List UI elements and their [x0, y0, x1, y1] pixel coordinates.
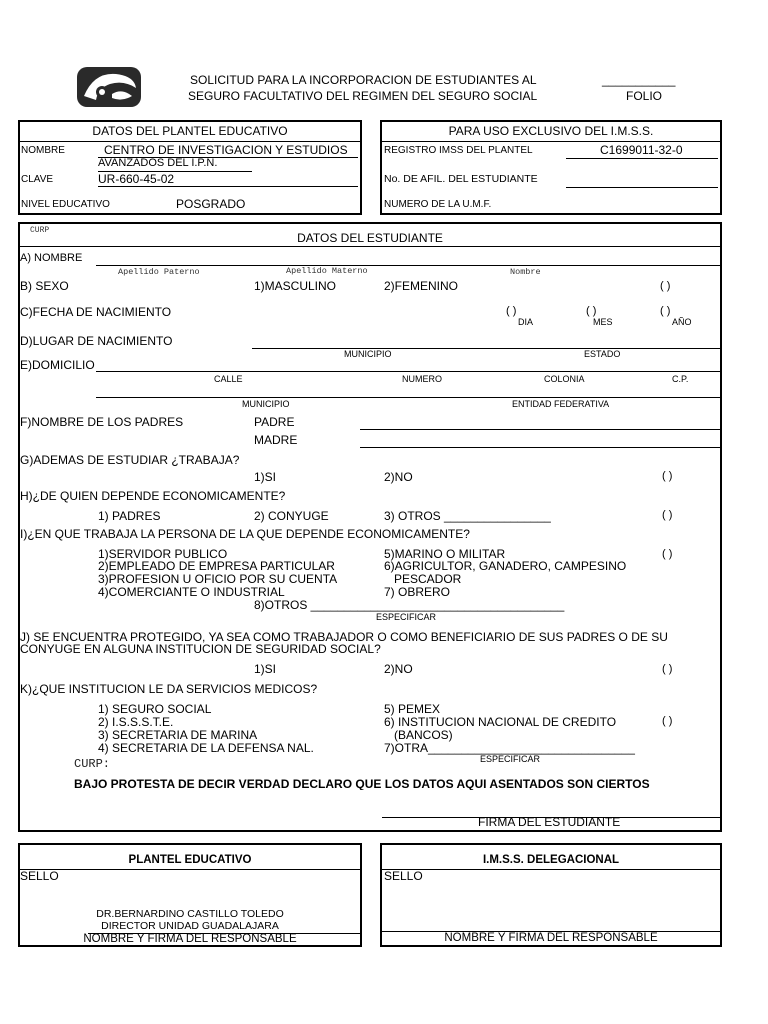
imss-sello-heading: I.M.S.S. DELEGACIONAL — [482, 854, 620, 866]
colonia-sub: COLONIA — [544, 374, 585, 384]
h-opt-padres[interactable]: 1) PADRES — [98, 509, 161, 523]
h-depende-label: H)¿DE QUIEN DEPENDE ECONOMICAMENTE? — [20, 489, 286, 503]
i-trabajo-label: I)¿EN QUE TRABAJA LA PERSONA DE LA QUE DEPENDE ECONOMICAMENTE? — [20, 527, 470, 541]
k-opt1[interactable]: 1) SEGURO SOCIAL — [98, 702, 212, 716]
k-opt5[interactable]: 5) PEMEX — [384, 702, 441, 716]
j-si[interactable]: 1)SI — [254, 662, 277, 676]
calle-sub: CALLE — [214, 374, 243, 384]
plantel-nombre-firma: NOMBRE Y FIRMA DEL RESPONSABLE — [83, 933, 297, 945]
folio-blank[interactable]: ___________ — [602, 73, 676, 87]
e-domicilio-label: E)DOMICILIO — [20, 358, 95, 372]
form-title-line1: SOLICITUD PARA LA INCORPORACION DE ESTUDIANTES AL — [190, 73, 537, 87]
clave-label: CLAVE — [21, 174, 54, 185]
d-lugar-label: D)LUGAR DE NACIMIENTO — [20, 334, 173, 348]
umf-label: NUMERO DE LA U.M.F. — [384, 199, 492, 210]
afil-label: No. DE AFIL. DEL ESTUDIANTE — [384, 173, 538, 185]
g-no[interactable]: 2)NO — [384, 470, 413, 484]
i-answer-box[interactable]: ( ) — [662, 548, 673, 560]
imss-nombre-firma: NOMBRE Y FIRMA DEL RESPONSABLE — [444, 932, 658, 944]
g-si[interactable]: 1)SI — [254, 470, 277, 484]
i-opt7[interactable]: 7) OBRERO — [384, 585, 451, 599]
h-opt-conyuge[interactable]: 2) CONYUGE — [254, 509, 329, 523]
curp-top-label: CURP — [30, 226, 50, 235]
padre-label: PADRE — [254, 415, 295, 429]
sexo-femenino[interactable]: 2)FEMENINO — [384, 279, 459, 293]
k-opt3[interactable]: 3) SECRETARIA DE MARINA — [98, 728, 258, 742]
declaration-text: BAJO PROTESTA DE DECIR VERDAD DECLARO QUE LOS DATOS AQUI ASENTADOS SON CIERTOS — [74, 778, 650, 790]
h-answer-box[interactable]: ( ) — [662, 509, 673, 521]
director-name: DR.BERNARDINO CASTILLO TOLEDO — [96, 908, 284, 920]
j-protegido-label-2: CONYUGE EN ALGUNA INSTITUCION DE SEGURIDAD SOCIAL? — [20, 642, 381, 656]
nombre-sub: Nombre — [510, 267, 541, 277]
form-title-line2: SEGURO FACULTATIVO DEL REGIMEN DEL SEGURO SOCIAL — [188, 89, 538, 103]
k-opt4[interactable]: 4) SECRETARIA DE LA DEFENSA NAL. — [98, 741, 314, 755]
domicilio-field-1[interactable] — [96, 371, 720, 372]
nombre-label: NOMBRE — [21, 145, 65, 156]
k-institucion-label: K)¿QUE INSTITUCION LE DA SERVICIOS MEDICOS? — [20, 682, 318, 696]
h-opt-otros[interactable]: 3) OTROS ________________ — [384, 509, 551, 523]
madre-label: MADRE — [254, 433, 298, 447]
c-fecha-label: C)FECHA DE NACIMIENTO — [20, 305, 172, 319]
student-heading: DATOS DEL ESTUDIANTE — [297, 231, 443, 245]
nivel-value[interactable]: POSGRADO — [176, 197, 246, 211]
k-answer-box[interactable]: ( ) — [662, 715, 673, 727]
j-no[interactable]: 2)NO — [384, 662, 413, 676]
b-sexo-label: B) SEXO — [20, 279, 69, 293]
i-opt3[interactable]: 3)PROFESION U OFICIO POR SU CUENTA — [98, 572, 338, 586]
i-opt1[interactable]: 1)SERVIDOR PUBLICO — [98, 547, 228, 561]
g-trabaja-label: G)ADEMAS DE ESTUDIAR ¿TRABAJA? — [20, 453, 240, 467]
i-opt2[interactable]: 2)EMPLEADO DE EMPRESA PARTICULAR — [98, 559, 335, 573]
imss-sello-label: SELLO — [384, 869, 423, 883]
sexo-answer-box[interactable]: ( ) — [660, 280, 671, 292]
ano-box[interactable]: ( ) — [660, 305, 671, 317]
f-padres-label: F)NOMBRE DE LOS PADRES — [20, 415, 184, 429]
mes-sub: MES — [593, 317, 613, 327]
k-opt2[interactable]: 2) I.S.S.S.T.E. — [98, 715, 174, 729]
g-answer-box[interactable]: ( ) — [662, 470, 673, 482]
registro-label: REGISTRO IMSS DEL PLANTEL — [384, 145, 533, 156]
imss-use-heading: PARA USO EXCLUSIVO DEL I.M.S.S. — [448, 124, 654, 138]
clave-value[interactable]: UR-660-45-02 — [98, 172, 175, 186]
imss-logo — [76, 66, 142, 108]
madre-field[interactable] — [360, 447, 720, 448]
j-answer-box[interactable]: ( ) — [662, 663, 673, 675]
i-opt8[interactable]: 8)OTROS ______________________________________ — [254, 598, 565, 612]
dia-sub: DIA — [518, 317, 534, 327]
mes-box[interactable]: ( ) — [586, 305, 597, 317]
apellido-paterno-sub: Apellido Paterno — [118, 267, 200, 277]
apellido-materno-sub: Apellido Materno — [286, 266, 368, 276]
municipio-sub-1: MUNICIPIO — [344, 349, 392, 359]
sexo-masculino[interactable]: 1)MASCULINO — [254, 279, 337, 293]
nombre-field[interactable] — [96, 265, 720, 266]
cp-sub: C.P. — [672, 374, 689, 384]
firma-label: FIRMA DEL ESTUDIANTE — [478, 815, 621, 829]
a-nombre-label: A) NOMBRE — [20, 252, 83, 264]
k-opt6-cont: (BANCOS) — [394, 728, 453, 742]
i-opt5[interactable]: 5)MARINO O MILITAR — [384, 547, 506, 561]
k-especificar: ESPECIFICAR — [480, 754, 541, 764]
afil-field[interactable] — [566, 187, 718, 188]
i-opt6-cont: PESCADOR — [394, 572, 462, 586]
i-opt4[interactable]: 4)COMERCIANTE O INDUSTRIAL — [98, 585, 285, 599]
dia-box[interactable]: ( ) — [506, 305, 517, 317]
entidad-sub: ENTIDAD FEDERATIVA — [512, 399, 610, 409]
k-opt7[interactable]: 7)OTRA_______________________________ — [384, 741, 635, 755]
plantel-sello-label: SELLO — [20, 869, 59, 883]
plantel-heading: DATOS DEL PLANTEL EDUCATIVO — [92, 124, 288, 138]
j-protegido-label-1: J) SE ENCUENTRA PROTEGIDO, YA SEA COMO TRABAJADOR O COMO BENEFICIARIO DE SUS PADRES O DE SU — [20, 630, 668, 644]
nombre-value-2[interactable]: AVANZADOS DEL I.P.N. — [98, 157, 218, 169]
domicilio-field-2[interactable] — [96, 397, 720, 398]
plantel-sello-heading: PLANTEL EDUCATIVO — [128, 854, 252, 866]
ano-sub: AÑO — [672, 317, 692, 327]
k-opt6[interactable]: 6) INSTITUCION NACIONAL DE CREDITO — [384, 715, 617, 729]
i-especificar: ESPECIFICAR — [376, 612, 437, 622]
director-title: DIRECTOR UNIDAD GUADALAJARA — [101, 920, 279, 932]
nombre-value-1[interactable]: CENTRO DE INVESTIGACION Y ESTUDIOS — [104, 143, 348, 157]
padre-field[interactable] — [360, 429, 720, 430]
municipio-sub-2: MUNICIPIO — [242, 399, 290, 409]
nivel-label: NIVEL EDUCATIVO — [21, 199, 110, 210]
i-opt6[interactable]: 6)AGRICULTOR, GANADERO, CAMPESINO — [384, 559, 627, 573]
numero-sub: NUMERO — [402, 374, 442, 384]
estado-sub: ESTADO — [584, 349, 621, 359]
lugar-field[interactable] — [252, 348, 722, 349]
folio-label: FOLIO — [626, 89, 663, 103]
registro-value[interactable]: C1699011-32-0 — [600, 143, 683, 157]
curp-bottom-label: CURP: — [74, 757, 111, 771]
